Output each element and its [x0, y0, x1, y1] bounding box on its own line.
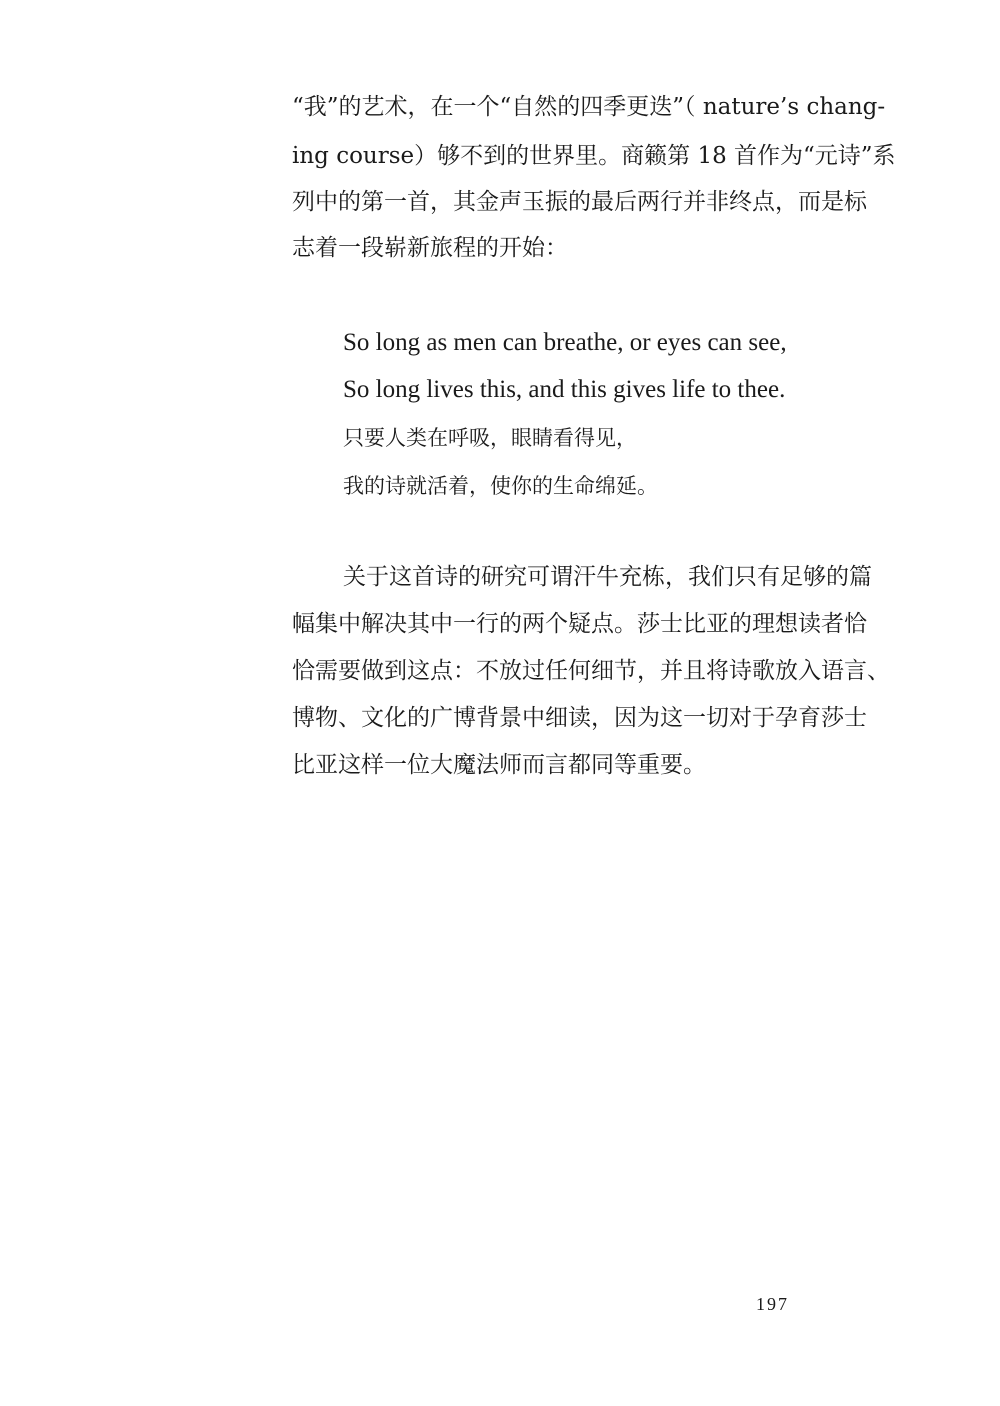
- quote-chinese-line: 我的诗就活着，使你的生命绵延。: [343, 474, 658, 498]
- quote-english-line: So long lives this, and this gives life to thee.: [343, 376, 786, 403]
- quote-chinese-line: 只要人类在呼吸，眼睛看得见，: [343, 426, 637, 450]
- text-line: ing course）够不到的世界里。商籁第 18 首作为“元诗”系: [292, 143, 896, 169]
- text-line: 列中的第一首，其金声玉振的最后两行并非终点，而是标: [292, 189, 867, 215]
- text-line: 比亚这样一位大魔法师而言都同等重要。: [292, 752, 706, 778]
- text-line: 恰需要做到这点：不放过任何细节，并且将诗歌放入语言、: [292, 658, 890, 684]
- text-line: 志着一段崭新旅程的开始：: [292, 235, 568, 261]
- page-number: 197: [756, 1294, 789, 1314]
- text-line: 关于这首诗的研究可谓汗牛充栋，我们只有足够的篇: [343, 564, 872, 590]
- text-line: 幅集中解决其中一行的两个疑点。莎士比亚的理想读者恰: [292, 611, 867, 637]
- quote-english-line: So long as men can breathe, or eyes can see,: [343, 329, 787, 356]
- text-line: “我”的艺术，在一个“自然的四季更迭”（ nature’s chang-: [292, 94, 886, 120]
- text-line: 博物、文化的广博背景中细读，因为这一切对于孕育莎士: [292, 705, 867, 731]
